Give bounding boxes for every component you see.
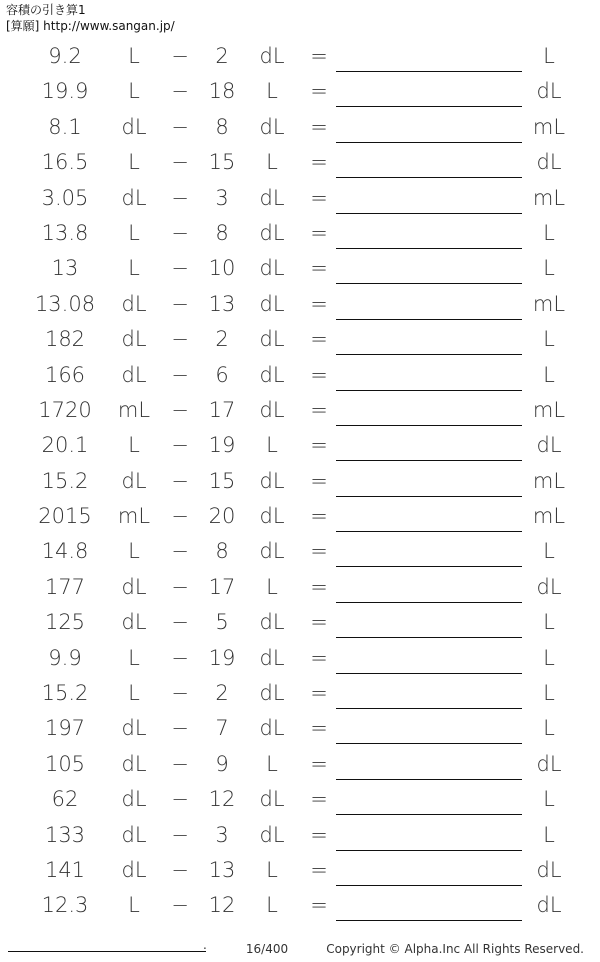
result-unit: dL (536, 79, 562, 104)
minuend-unit: L (128, 645, 140, 670)
subtrahend-unit: dL (259, 468, 285, 493)
result-unit: L (543, 539, 555, 564)
subtrahend-value: 17 (208, 574, 236, 599)
name-line[interactable] (8, 951, 206, 952)
result-unit: dL (536, 433, 562, 458)
result-unit: L (543, 220, 555, 245)
minuend-value: 13.8 (41, 220, 89, 245)
subtrahend-unit: dL (259, 291, 285, 316)
equals-sign: = (310, 681, 328, 706)
minus-sign: − (171, 220, 189, 245)
minuend-unit: L (128, 256, 140, 281)
problem-row (0, 250, 600, 285)
minuend-value: 14.8 (41, 539, 89, 564)
subtrahend-unit: dL (259, 362, 285, 387)
problem-row (0, 38, 600, 73)
problem-row (0, 533, 600, 568)
minuend-value: 16.5 (41, 150, 89, 175)
result-unit: mL (532, 291, 566, 316)
subtrahend-value: 5 (215, 610, 229, 635)
subtrahend-unit: dL (259, 645, 285, 670)
equals-sign: = (310, 362, 328, 387)
result-unit: mL (532, 504, 566, 529)
result-unit: dL (536, 893, 562, 918)
subtrahend-unit: dL (259, 822, 285, 847)
answer-blank[interactable] (336, 602, 522, 603)
result-unit: L (543, 256, 555, 281)
minuend-unit: dL (121, 291, 147, 316)
minuend-value: 1720 (38, 397, 92, 422)
minuend-value: 15.2 (41, 468, 89, 493)
subtrahend-unit: dL (259, 327, 285, 352)
subtrahend-value: 10 (208, 256, 236, 281)
result-unit: L (543, 44, 555, 68)
subtrahend-value: 3 (215, 822, 229, 847)
result-unit: mL (532, 114, 566, 139)
subtrahend-value: 12 (208, 893, 236, 918)
worksheet-title: 容積の引き算1 (6, 3, 86, 17)
minuend-value: 8.1 (48, 114, 82, 139)
subtrahend-value: 8 (215, 220, 229, 245)
minuend-unit: dL (121, 362, 147, 387)
minuend-value: 15.2 (41, 681, 89, 706)
footer-dot: . (203, 938, 207, 952)
subtrahend-value: 6 (215, 362, 229, 387)
minuend-unit: L (128, 681, 140, 706)
minuend-unit: dL (121, 787, 147, 812)
result-unit: L (543, 610, 555, 635)
equals-sign: = (310, 220, 328, 245)
subtrahend-value: 3 (215, 185, 229, 210)
minus-sign: − (171, 468, 189, 493)
answer-blank[interactable] (336, 496, 522, 497)
answer-blank[interactable] (336, 566, 522, 567)
subtrahend-value: 20 (208, 504, 236, 529)
minuend-value: 2015 (38, 504, 92, 529)
subtrahend-value: 9 (215, 751, 229, 776)
answer-blank[interactable] (336, 637, 522, 638)
minuend-value: 20.1 (41, 433, 89, 458)
problem-row (0, 569, 600, 604)
equals-sign: = (310, 114, 328, 139)
subtrahend-unit: L (266, 79, 278, 104)
minuend-unit: dL (121, 822, 147, 847)
minuend-value: 9.9 (48, 645, 82, 670)
problem-row (0, 781, 600, 816)
result-unit: L (543, 822, 555, 847)
subtrahend-unit: L (266, 857, 278, 882)
answer-blank[interactable] (336, 425, 522, 426)
equals-sign: = (310, 857, 328, 882)
answer-blank[interactable] (336, 708, 522, 709)
subtrahend-value: 2 (215, 327, 229, 352)
minuend-unit: L (128, 893, 140, 918)
subtrahend-unit: dL (259, 539, 285, 564)
answer-blank[interactable] (336, 354, 522, 355)
minuend-unit: dL (121, 327, 147, 352)
subtrahend-unit: dL (259, 716, 285, 741)
minuend-unit: dL (121, 468, 147, 493)
minuend-value: 133 (44, 822, 86, 847)
answer-blank[interactable] (336, 779, 522, 780)
minuend-unit: mL (117, 397, 151, 422)
equals-sign: = (310, 397, 328, 422)
minuend-unit: dL (121, 610, 147, 635)
subtrahend-value: 15 (208, 468, 236, 493)
equals-sign: = (310, 716, 328, 741)
subtrahend-unit: dL (259, 114, 285, 139)
copyright-text: Copyright © Alpha.Inc All Rights Reserved. (326, 942, 584, 956)
minuend-unit: mL (117, 504, 151, 529)
problem-row (0, 180, 600, 215)
minuend-unit: L (128, 539, 140, 564)
answer-blank[interactable] (336, 106, 522, 107)
minuend-unit: L (128, 433, 140, 458)
minus-sign: − (171, 114, 189, 139)
worksheet-header (6, 2, 175, 34)
subtrahend-value: 2 (215, 44, 229, 68)
minuend-value: 141 (44, 857, 86, 882)
minuend-value: 125 (44, 610, 86, 635)
problem-row (0, 887, 600, 922)
subtrahend-value: 17 (208, 397, 236, 422)
minus-sign: − (171, 751, 189, 776)
minuend-value: 13.08 (34, 291, 96, 316)
minuend-unit: L (128, 220, 140, 245)
minuend-value: 19.9 (41, 79, 89, 104)
result-unit: dL (536, 150, 562, 175)
equals-sign: = (310, 327, 328, 352)
result-unit: L (543, 787, 555, 812)
equals-sign: = (310, 787, 328, 812)
minus-sign: − (171, 291, 189, 316)
problem-row (0, 710, 600, 745)
subtrahend-value: 13 (208, 857, 236, 882)
subtrahend-value: 19 (208, 433, 236, 458)
problem-row (0, 215, 600, 250)
equals-sign: = (310, 539, 328, 564)
subtrahend-value: 8 (215, 539, 229, 564)
answer-blank[interactable] (336, 213, 522, 214)
subtrahend-unit: L (266, 574, 278, 599)
minuend-unit: dL (121, 574, 147, 599)
subtrahend-value: 18 (208, 79, 236, 104)
result-unit: dL (536, 574, 562, 599)
minuend-unit: dL (121, 114, 147, 139)
problem-row (0, 640, 600, 675)
minus-sign: − (171, 574, 189, 599)
equals-sign: = (310, 433, 328, 458)
problem-row (0, 73, 600, 108)
subtrahend-value: 7 (215, 716, 229, 741)
result-unit: mL (532, 185, 566, 210)
minus-sign: − (171, 44, 189, 68)
subtrahend-value: 15 (208, 150, 236, 175)
equals-sign: = (310, 504, 328, 529)
subtrahend-value: 12 (208, 787, 236, 812)
result-unit: dL (536, 857, 562, 882)
subtrahend-value: 19 (208, 645, 236, 670)
equals-sign: = (310, 468, 328, 493)
subtrahend-unit: dL (259, 185, 285, 210)
minus-sign: − (171, 787, 189, 812)
result-unit: dL (536, 751, 562, 776)
minuend-unit: L (128, 150, 140, 175)
equals-sign: = (310, 822, 328, 847)
minus-sign: − (171, 893, 189, 918)
problem-row (0, 392, 600, 427)
equals-sign: = (310, 44, 328, 68)
problem-row (0, 675, 600, 710)
subtrahend-unit: dL (259, 787, 285, 812)
problem-row (0, 746, 600, 781)
result-unit: L (543, 645, 555, 670)
subtrahend-unit: dL (259, 220, 285, 245)
subtrahend-unit: dL (259, 681, 285, 706)
subtrahend-value: 8 (215, 114, 229, 139)
minuend-value: 182 (44, 327, 86, 352)
minuend-unit: dL (121, 857, 147, 882)
answer-blank[interactable] (336, 142, 522, 143)
problem-row (0, 604, 600, 639)
minuend-unit: L (128, 79, 140, 104)
minuend-value: 13 (51, 256, 79, 281)
subtrahend-unit: L (266, 433, 278, 458)
equals-sign: = (310, 751, 328, 776)
equals-sign: = (310, 291, 328, 316)
minuend-value: 177 (44, 574, 86, 599)
answer-blank[interactable] (336, 71, 522, 72)
subtrahend-unit: dL (259, 504, 285, 529)
minus-sign: − (171, 79, 189, 104)
problem-row (0, 852, 600, 887)
problem-row (0, 321, 600, 356)
minus-sign: − (171, 256, 189, 281)
subtrahend-value: 2 (215, 681, 229, 706)
answer-blank[interactable] (336, 743, 522, 744)
minuend-value: 12.3 (41, 893, 89, 918)
result-unit: L (543, 716, 555, 741)
answer-blank[interactable] (336, 319, 522, 320)
equals-sign: = (310, 185, 328, 210)
equals-sign: = (310, 893, 328, 918)
worksheet-footer (0, 936, 600, 962)
answer-blank[interactable] (336, 531, 522, 532)
result-unit: L (543, 362, 555, 387)
answer-blank[interactable] (336, 248, 522, 249)
equals-sign: = (310, 256, 328, 281)
minus-sign: − (171, 645, 189, 670)
minus-sign: − (171, 362, 189, 387)
minus-sign: − (171, 681, 189, 706)
problem-row (0, 109, 600, 144)
answer-blank[interactable] (336, 177, 522, 178)
problem-list (0, 38, 600, 923)
result-unit: mL (532, 468, 566, 493)
subtrahend-unit: L (266, 893, 278, 918)
subtrahend-unit: L (266, 751, 278, 776)
minus-sign: − (171, 504, 189, 529)
equals-sign: = (310, 610, 328, 635)
page-number: 16/400 (245, 942, 289, 956)
minus-sign: − (171, 716, 189, 741)
problem-row (0, 357, 600, 392)
problem-row (0, 427, 600, 462)
answer-blank[interactable] (336, 460, 522, 461)
minuend-unit: dL (121, 185, 147, 210)
minuend-value: 3.05 (41, 185, 89, 210)
minus-sign: − (171, 433, 189, 458)
result-unit: L (543, 681, 555, 706)
result-unit: L (543, 327, 555, 352)
problem-row (0, 144, 600, 179)
answer-blank[interactable] (336, 673, 522, 674)
minus-sign: − (171, 397, 189, 422)
minuend-value: 105 (44, 751, 86, 776)
problem-row (0, 817, 600, 852)
subtrahend-unit: dL (259, 610, 285, 635)
equals-sign: = (310, 574, 328, 599)
minus-sign: − (171, 822, 189, 847)
subtrahend-unit: dL (259, 44, 285, 68)
minus-sign: − (171, 150, 189, 175)
answer-blank[interactable] (336, 850, 522, 851)
answer-blank[interactable] (336, 390, 522, 391)
answer-blank[interactable] (336, 814, 522, 815)
minus-sign: − (171, 185, 189, 210)
problem-row (0, 286, 600, 321)
minus-sign: − (171, 327, 189, 352)
answer-blank[interactable] (336, 920, 522, 921)
subtrahend-unit: dL (259, 256, 285, 281)
subtrahend-unit: dL (259, 397, 285, 422)
answer-blank[interactable] (336, 885, 522, 886)
equals-sign: = (310, 79, 328, 104)
minuend-unit: dL (121, 751, 147, 776)
minuend-value: 197 (44, 716, 86, 741)
minus-sign: − (171, 610, 189, 635)
subtrahend-unit: L (266, 150, 278, 175)
problem-row (0, 463, 600, 498)
equals-sign: = (310, 150, 328, 175)
equals-sign: = (310, 645, 328, 670)
minuend-value: 9.2 (48, 44, 82, 68)
problem-row (0, 498, 600, 533)
subtrahend-value: 13 (208, 291, 236, 316)
minus-sign: − (171, 857, 189, 882)
minus-sign: − (171, 539, 189, 564)
minuend-value: 166 (44, 362, 86, 387)
minuend-unit: L (128, 44, 140, 68)
minuend-value: 62 (51, 787, 79, 812)
worksheet-source: [算願] http://www.sangan.jp/ (6, 19, 175, 33)
result-unit: mL (532, 397, 566, 422)
answer-blank[interactable] (336, 283, 522, 284)
minuend-unit: dL (121, 716, 147, 741)
